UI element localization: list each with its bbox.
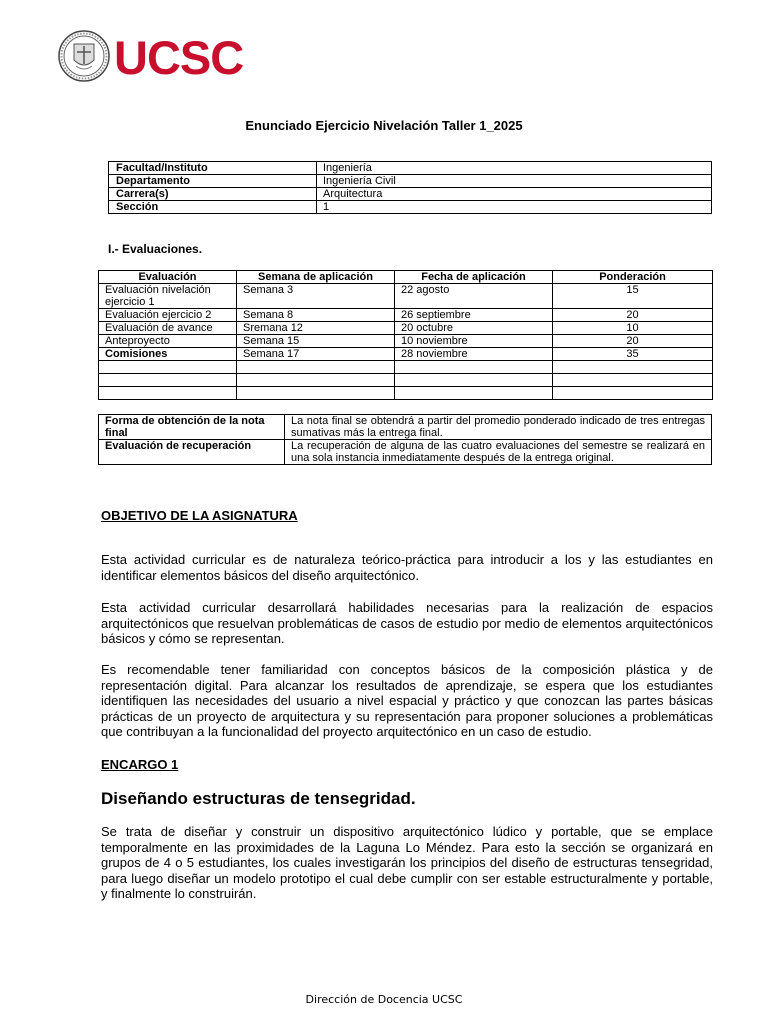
evaluation-name: Anteproyecto <box>99 335 237 348</box>
evaluation-date: 20 octubre <box>395 322 553 335</box>
course-info-table <box>108 161 712 214</box>
note-key: Forma de obtención de la nota final <box>99 415 285 440</box>
table-row <box>99 348 713 361</box>
info-key: Departamento <box>109 175 317 188</box>
evaluation-weight: 20 <box>553 335 713 348</box>
table-row-empty <box>99 387 713 400</box>
note-value: La recuperación de alguna de las cuatro evaluaciones del semestre se realizará en una sola instancia inmediatamente después de la entrega original. <box>285 440 712 465</box>
table-row <box>109 175 712 188</box>
table-row <box>109 201 712 214</box>
objective-heading: OBJETIVO DE LA ASIGNATURA <box>101 508 298 523</box>
table-header-row <box>99 271 713 284</box>
table-row <box>99 440 712 465</box>
evaluation-week: Semana 15 <box>237 335 395 348</box>
evaluations-table <box>98 270 713 400</box>
encargo-heading: ENCARGO 1 <box>101 757 179 772</box>
note-value: La nota final se obtendrá a partir del promedio ponderado indicado de tres entregas sumativas más la entrega final. <box>285 415 712 440</box>
table-row <box>109 188 712 201</box>
ucsc-logo <box>58 30 244 86</box>
evaluation-date: 28 noviembre <box>395 348 553 361</box>
table-row <box>109 162 712 175</box>
column-header: Evaluación <box>99 271 237 284</box>
section-heading-evaluations: I.- Evaluaciones. <box>108 242 203 256</box>
note-key: Evaluación de recuperación <box>99 440 285 465</box>
table-row <box>99 415 712 440</box>
table-row <box>99 335 713 348</box>
university-seal-icon <box>58 30 110 82</box>
evaluation-name: Evaluación de avance <box>99 322 237 335</box>
page-footer: Dirección de Docencia UCSC <box>305 993 463 1006</box>
info-key: Facultad/Instituto <box>109 162 317 175</box>
evaluation-week: Semana 3 <box>237 284 395 309</box>
objective-paragraph: Esta actividad curricular es de naturaleza teórico-práctica para introducir a los y las estudiantes en identificar elementos básicos del diseño arquitectónico. <box>101 552 713 583</box>
evaluation-week: Semana 17 <box>237 348 395 361</box>
info-value: Ingeniería Civil <box>317 175 712 188</box>
evaluation-date: 10 noviembre <box>395 335 553 348</box>
evaluation-weight: 35 <box>553 348 713 361</box>
evaluation-name: Comisiones <box>99 348 237 361</box>
info-value: 1 <box>317 201 712 214</box>
info-value: Ingeniería <box>317 162 712 175</box>
table-row <box>99 309 713 322</box>
info-key: Sección <box>109 201 317 214</box>
document-title: Enunciado Ejercicio Nivelación Taller 1_2025 <box>245 118 523 133</box>
column-header: Semana de aplicación <box>237 271 395 284</box>
table-row-empty <box>99 374 713 387</box>
grading-notes-table <box>98 414 712 465</box>
evaluation-week: Sremana 12 <box>237 322 395 335</box>
column-header: Fecha de aplicación <box>395 271 553 284</box>
evaluation-weight: 20 <box>553 309 713 322</box>
table-row <box>99 284 713 309</box>
info-value: Arquitectura <box>317 188 712 201</box>
objective-paragraph: Es recomendable tener familiaridad con conceptos básicos de la composición plástica y de representación digital. Para alcanzar los resultados de aprendizaje, se espera que los estudiantes identifiquen las necesidades del usuario a nivel espacial y práctico y que conozcan las partes básicas prácticas de un proyecto de arquitectura y su representación para proponer soluciones a problemáticas que contribuyan a la funcionalidad del proyecto arquitectónico en un caso de estudio. <box>101 662 713 740</box>
column-header: Ponderación <box>553 271 713 284</box>
evaluation-weight: 10 <box>553 322 713 335</box>
brand-wordmark: UCSC <box>114 31 244 84</box>
encargo-title: Diseñando estructuras de tensegridad. <box>101 789 416 808</box>
evaluation-date: 22 agosto <box>395 284 553 309</box>
encargo-paragraph: Se trata de diseñar y construir un dispositivo arquitectónico lúdico y portable, que se emplace temporalmente en las proximidades de la Laguna Lo Méndez. Para esto la sección se organizará en grupos de 4 o 5 estudiantes, los cuales investigarán los principios del diseño de estructuras tensegridad, para luego diseñar un modelo prototipo el cual debe cumplir con ser estable estructuralmente y portable, y finalmente lo construirán. <box>101 824 713 902</box>
evaluation-name: Evaluación ejercicio 2 <box>99 309 237 322</box>
table-row <box>99 322 713 335</box>
evaluation-weight: 15 <box>553 284 713 309</box>
evaluation-week: Semana 8 <box>237 309 395 322</box>
evaluation-date: 26 septiembre <box>395 309 553 322</box>
objective-paragraph: Esta actividad curricular desarrollará habilidades necesarias para la realización de espacios arquitectónicos que resuelvan problemáticas de casos de estudio por medio de elementos arquitectónicos básicos y cómo se representan. <box>101 600 713 647</box>
evaluation-name: Evaluación nivelación ejercicio 1 <box>99 284 237 309</box>
table-row-empty <box>99 361 713 374</box>
info-key: Carrera(s) <box>109 188 317 201</box>
